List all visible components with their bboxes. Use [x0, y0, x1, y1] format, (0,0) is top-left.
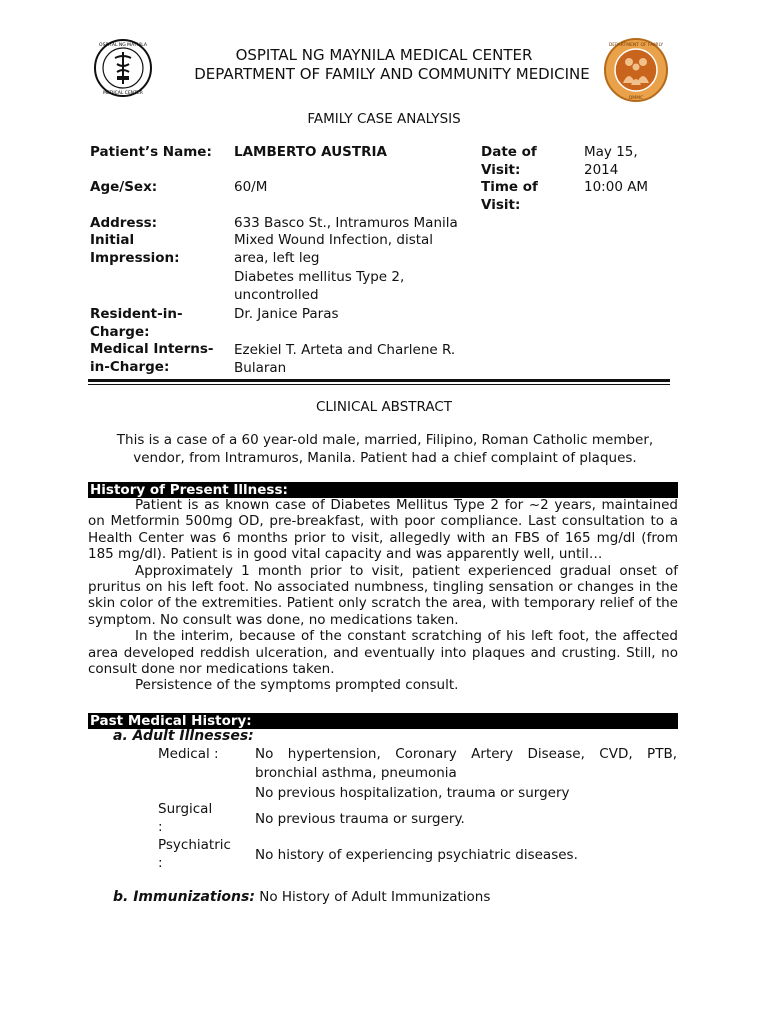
initial-impression-2: Diabetes mellitus Type 2, uncontrolled — [234, 269, 405, 303]
initial-impression-label: Initial Impression: — [90, 232, 180, 266]
psychiatric-label: Psychiatric : — [158, 837, 231, 871]
pmh-heading: Past Medical History: — [88, 713, 678, 729]
svg-text:OSPITAL NG MAYNILA: OSPITAL NG MAYNILA — [99, 43, 147, 48]
section-divider-thin — [88, 384, 670, 385]
clinical-abstract-text: This is a case of a 60 year-old male, married, Filipino, Roman Catholic member, vendor, from Intramuros, Manila. Patient had a chief complaint of plaques. — [116, 432, 654, 466]
interns-label: Medical Interns-in-Charge: — [90, 341, 214, 375]
age-sex: 60/M — [234, 179, 268, 195]
address: 633 Basco St., Intramuros Manila — [234, 215, 458, 231]
hospital-name: OSPITAL NG MAYNILA MEDICAL CENTER — [235, 46, 533, 64]
resident-label: Resident-in-Charge: — [90, 306, 183, 340]
immunizations-value: No History of Adult Immunizations — [259, 889, 491, 905]
hpi-paragraph: Patient is as known case of Diabetes Mellitus Type 2 for ~2 years, maintained on Metformin 500mg OD, pre-breakfast, with poor compliance. Last consultation to a Health Center was 6 months prior to visit, allegedly with an FBS of 165 mg/dl (from 185 mg/dl). Patient is in good vital capacity and was apparently well, until… — [88, 497, 678, 563]
resident-name: Dr. Janice Paras — [234, 306, 339, 322]
document-title: FAMILY CASE ANALYSIS — [307, 111, 461, 127]
surgical-label: Surgical : — [158, 801, 213, 835]
surgical-history: No previous trauma or surgery. — [255, 811, 465, 827]
adult-illnesses-label: a. Adult Illnesses: — [113, 728, 254, 744]
department-name: DEPARTMENT OF FAMILY AND COMMUNITY MEDICINE — [194, 65, 590, 83]
hpi-body — [88, 497, 678, 694]
medical-label: Medical : — [158, 746, 219, 762]
immunizations-row — [113, 888, 490, 906]
clinical-abstract-title: CLINICAL ABSTRACT — [315, 399, 453, 415]
hpi-paragraph: Persistence of the symptoms prompted consult. — [135, 677, 459, 694]
medical-history-2: No previous hospitalization, trauma or surgery — [255, 785, 570, 801]
interns-names: Ezekiel T. Arteta and Charlene R. Bularan — [234, 342, 456, 376]
svg-text:MEDICAL CENTER: MEDICAL CENTER — [103, 91, 143, 96]
time-of-visit: 10:00 AM — [584, 179, 649, 195]
date-of-visit-label: Date of Visit: — [481, 144, 537, 178]
age-sex-label: Age/Sex: — [90, 179, 158, 195]
svg-text:OMMC: OMMC — [628, 96, 644, 101]
section-divider-thick — [88, 379, 670, 382]
hpi-paragraph: Approximately 1 month prior to visit, patient experienced gradual onset of pruritus on his left foot. No associated numbness, tingling sensation or changes in the skin color of the extremities. Patient only scratch the area, with temporary relief of the symptom. No consult was done, no medications taken. — [88, 562, 678, 628]
date-of-visit: May 15, 2014 — [584, 144, 638, 178]
time-of-visit-label: Time of Visit: — [481, 179, 538, 213]
psychiatric-history: No history of experiencing psychiatric diseases. — [255, 847, 578, 863]
svg-text:DEPARTMENT OF FAMILY: DEPARTMENT OF FAMILY — [608, 43, 664, 48]
patient-name: LAMBERTO AUSTRIA — [234, 144, 387, 160]
patient-name-label: Patient’s Name: — [90, 144, 212, 160]
hpi-heading: History of Present Illness: — [88, 482, 678, 498]
immunizations-label: b. Immunizations: — [113, 889, 255, 905]
hpi-paragraph: In the interim, because of the constant scratching of his left foot, the affected area developed reddish ulceration, and eventually into plaques and crusting. Still, no consult done nor medications taken. — [88, 628, 678, 678]
medical-history-1: No hypertension, Coronary Artery Disease, CVD, PTB, bronchial asthma, pneumonia — [255, 746, 677, 781]
address-label: Address: — [90, 215, 158, 231]
initial-impression-1: Mixed Wound Infection, distal area, left leg — [234, 232, 434, 266]
